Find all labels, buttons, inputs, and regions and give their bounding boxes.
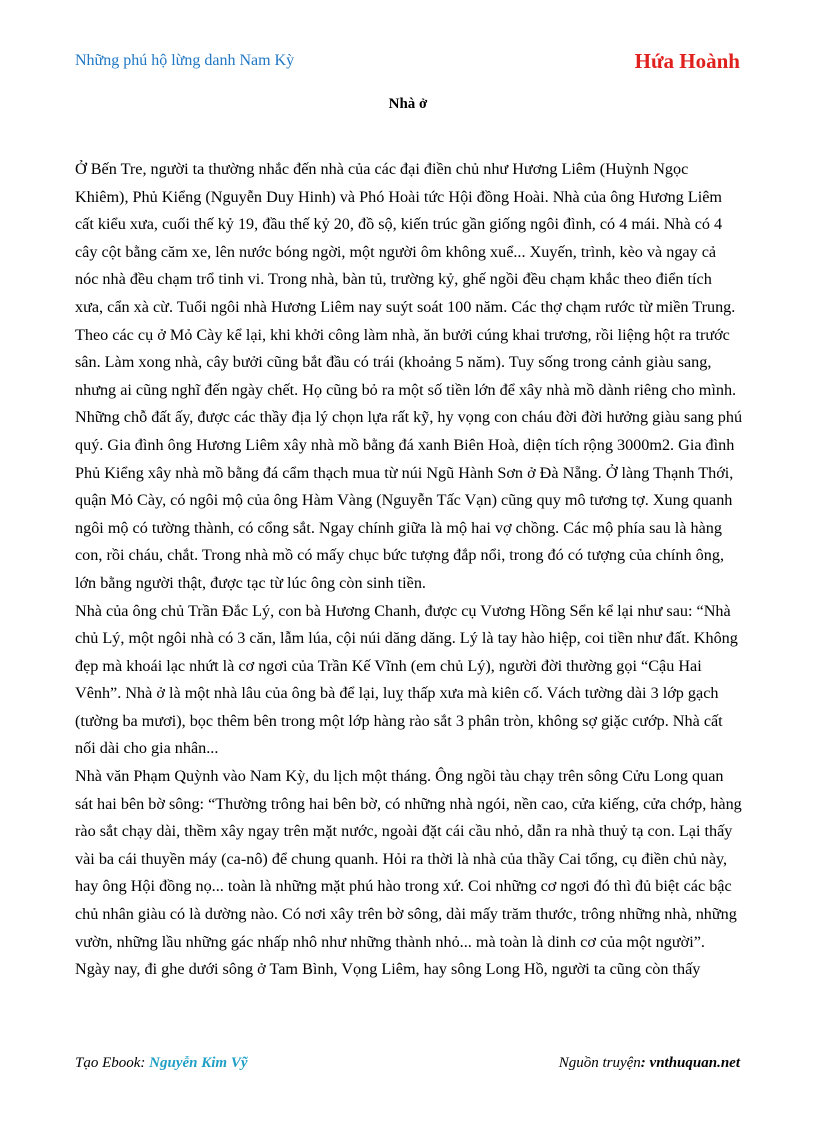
paragraph: Nhà của ông chủ Trần Đắc Lý, con bà Hương Chanh, được cụ Vương Hồng Sển kể lại như sau: “Nhà chủ Lý, một ngôi nhà có 3 căn, lẫm lúa, cội núi dăng dăng. Lý là tay hào hiệp, coi tiền như đất. Không đẹp mà khoái lạc nhứt là cơ ngơi của Trần Kế Vĩnh (em chủ Lý), người đời thường gọi “Cậu Hai Vênh”. Nhà ở là một nhà lâu của ông bà để lại, luỵ thấp xưa mà kiên cố. Vách tường dài 3 lớp gạch (tường ba mươi), bọc thêm bên trong một lớp hàng rào sắt 3 phân tròn, không sợ giặc cướp. Nhà cất nối dài cho gia nhân... [75, 601, 738, 758]
body-text [75, 156, 743, 984]
creator-separator: : [140, 1055, 150, 1071]
author-name: Hứa Hoành [634, 49, 740, 73]
creator-name: Nguyễn Kim Vỹ [149, 1055, 248, 1071]
source-separator: : [640, 1055, 650, 1071]
source-site-link[interactable]: vnthuquan.net [649, 1055, 740, 1071]
paragraph: Nhà văn Phạm Quỳnh vào Nam Kỳ, du lịch một tháng. Ông ngồi tàu chạy trên sông Cửu Long quan sát hai bên bờ sông: “Thường trông hai bên bờ, có những nhà ngói, nền cao, cửa kiếng, cửa chớp, hàng rào sắt chạy dài, thềm xây ngay trên mặt nước, ngoài đặt cái cầu nhỏ, dẫn ra nhà thuỷ tạ con. Lại thấy vài ba cái thuyền máy (ca-nô) để chung quanh. Hỏi ra thời là nhà của thầy Cai tổng, cụ điền chủ này, hay ông Hội đồng nọ... toàn là những mặt phú hào trong xứ. Coi những cơ ngơi đó thì đủ biệt các bậc chủ nhân giàu có là dường nào. Có nơi xây trên bờ sông, dài mấy trăm thước, trông những nhà, những vườn, những lầu những gác nhấp nhô như những thành nhỏ... mà toàn là dinh cơ của một người”. [75, 767, 742, 951]
page-footer [75, 1055, 740, 1077]
paragraph: Ở Bến Tre, người ta thường nhắc đến nhà của các đại điền chủ như Hương Liêm (Huỳnh Ngọc Khiêm), Phủ Kiểng (Nguyễn Duy Hinh) và Phó Hoài tức Hội đồng Hoài. Nhà của ông Hương Liêm cất kiểu xưa, cuối thế kỷ 19, đầu thế kỷ 20, đồ sộ, kiến trúc gần giống ngôi đình, có 4 mái. Nhà có 4 cây cột bằng căm xe, lên nước bóng ngời, một người ôm không xuể... Xuyến, trình, kèo và ngay cả nóc nhà đều chạm trổ tinh vi. Trong nhà, bàn tủ, trường kỷ, ghế ngồi đều chạm khắc theo điển tích xưa, cẩn xà cừ. Tuổi ngôi nhà Hương Liêm nay suýt soát 100 năm. Các thợ chạm rước từ miền Trung. Theo các cụ ở Mỏ Cày kể lại, khi khởi công làm nhà, ăn bưởi cúng khai trương, rồi liệng hột ra trước sân. Làm xong nhà, cây bưởi cũng bắt đầu có trái (khoảng 5 năm). Tuy sống trong cảnh giàu sang, nhưng ai cũng nghĩ đến ngày chết. Họ cũng bỏ ra một số tiền lớn để xây nhà mồ dành riêng cho mình. Những chỗ đất ấy, được các thầy địa lý chọn lựa rất kỹ, hy vọng con cháu đời đời hưởng giàu sang phú quý. Gia đình ông Hương Liêm xây nhà mồ bằng đá xanh Biên Hoà, diện tích rộng 3000m2. Gia đình Phủ Kiểng xây nhà mồ bằng đá cẩm thạch mua từ núi Ngũ Hành Sơn ở Đà Nẵng. Ở làng Thạnh Thới, quận Mỏ Cày, có ngôi mộ của ông Hàm Vàng (Nguyễn Tấc Vạn) cũng quy mô tương tợ. Xung quanh ngôi mộ có tường thành, có cổng sắt. Ngay chính giữa là mộ hai vợ chồng. Các mộ phía sau là hàng con, rồi cháu, chắt. Trong nhà mồ có mấy chục bức tượng đắp nổi, trong đó có tượng của chính ông, lớn bằng người thật, được tạc từ lúc ông còn sinh tiền. [75, 160, 743, 592]
page-header [75, 49, 740, 75]
source-credit [559, 1055, 740, 1072]
paragraph: Ngày nay, đi ghe dưới sông ở Tam Bình, Vọng Liêm, hay sông Long Hồ, người ta cũng còn thấy [75, 960, 701, 979]
source-label: Nguồn truyện [558, 1055, 641, 1071]
book-title: Những phú hộ lừng danh Nam Kỳ [75, 52, 295, 69]
section-title: Nhà ở [388, 96, 428, 112]
ebook-credit [75, 1055, 248, 1072]
creator-label: Tạo Ebook [75, 1055, 141, 1071]
